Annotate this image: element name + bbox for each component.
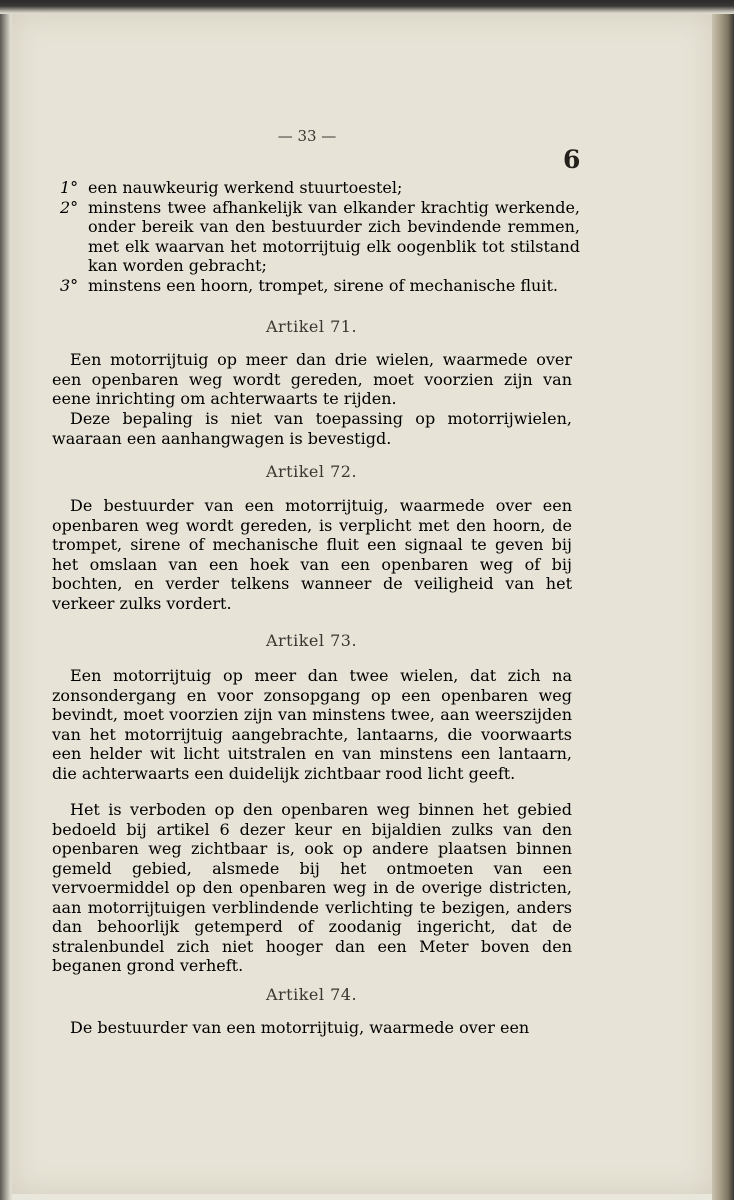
list-item <box>60 276 580 296</box>
list-item <box>60 178 580 198</box>
article-73-paragraph-2: Het is verboden op den openbaren weg binnen het gebied bedoeld bij artikel 6 dezer keur en bijaldien zulks van den openbaren weg zichtbaar is, ook op andere plaatsen binnen gemeld gebied, alsmede bij het ontmoeten van een vervoermiddel op den openbaren weg in de overige districten, aan motorrijtuigen verblindende verlichting te bezigen, anders dan behoorlijk getemperd of zoodanig ingericht, dat de stralenbundel zich niet hooger dan een Meter boven den beganen grond verheft. <box>52 800 572 975</box>
article-71-heading: Artikel 71. <box>265 317 358 336</box>
page-left-edge <box>0 0 12 1200</box>
article-72-heading: Artikel 72. <box>265 462 358 481</box>
running-head: — 33 — <box>277 127 337 145</box>
list-item-number: 2° <box>60 197 79 217</box>
list-item-text: minstens een hoorn, trompet, sirene of mechanische fluit. <box>88 275 558 295</box>
list-item <box>60 198 580 276</box>
article-74-paragraph-1: De bestuurder van een motorrijtuig, waarmede over een <box>70 1018 530 1037</box>
page-right-edge <box>712 0 734 1200</box>
sheet-number: 6 <box>563 145 581 174</box>
article-73-heading: Artikel 73. <box>265 631 358 650</box>
article-71-paragraph-2: Deze bepaling is niet van toepassing op motorrijwielen, waaraan een aanhangwagen is bevestigd. <box>52 409 572 448</box>
page-top-edge <box>0 0 734 14</box>
list-item-number: 1° <box>60 178 79 197</box>
article-72-paragraph-1: De bestuurder van een motorrijtuig, waarmede over een openbaren weg wordt gereden, is verplicht met den hoorn, de trompet, sirene of mechanische fluit een signaal te geven bij het omslaan van een hoek van een openbaren weg of bij bochten, en verder telkens wanneer de veiligheid van het verkeer zulks vordert. <box>52 496 572 613</box>
article-71-paragraph-1: Een motorrijtuig op meer dan drie wielen, waarmede over een openbaren weg wordt gereden, moet voorzien zijn van eene inrichting om achterwaarts te rijden. <box>52 350 572 408</box>
requirements-list <box>60 178 580 295</box>
article-74-heading: Artikel 74. <box>265 985 358 1004</box>
article-73-paragraph-1: Een motorrijtuig op meer dan twee wielen, dat zich na zonsondergang en voor zonsopgang op een openbaren weg bevindt, moet voorzien zijn van minstens twee, aan weerszijden van het motorrijtuig aangebrachte, lantaarns, die voorwaarts een helder wit licht uitstralen en van minstens een lantaarn, die achterwaarts een duidelijk zichtbaar rood licht geeft. <box>52 666 572 783</box>
list-item-number: 3° <box>60 275 79 295</box>
list-item-text: een nauwkeurig werkend stuurtoestel; <box>88 178 403 197</box>
list-item-text: minstens twee afhankelijk van elkander krachtig werkende, onder bereik van den bestuurder zich bevindende remmen, met elk waarvan het motorrijtuig elk oogenblik tot stilstand kan worden gebracht; <box>88 197 580 275</box>
